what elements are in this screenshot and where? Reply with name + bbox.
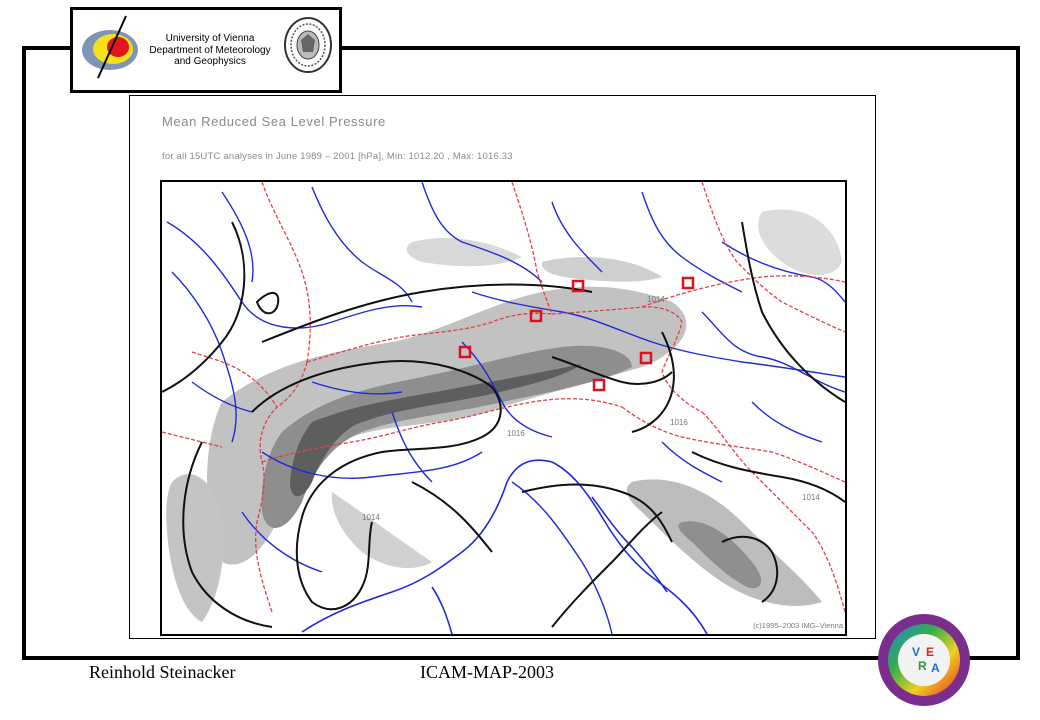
alps-pressure-map <box>160 180 847 636</box>
institution-line-2: Department of Meteorology <box>149 44 271 56</box>
svg-text:A: A <box>931 661 940 675</box>
institution-name <box>142 33 278 68</box>
station-marker <box>594 380 604 390</box>
svg-text:R: R <box>918 659 927 673</box>
university-logo-icon <box>80 14 142 80</box>
footer-author: Reinhold Steinacker <box>89 662 236 682</box>
terrain-relief <box>166 209 842 622</box>
vera-logo-icon <box>876 612 972 708</box>
svg-text:E: E <box>926 645 935 659</box>
map-subtitle: for all 15UTC analyses in June 1989 – 2001 [hPa], Min: 1012.20 , Max: 1016.33 <box>162 151 513 162</box>
institution-line-1: University of Vienna <box>165 33 255 44</box>
footer-event: ICAM-MAP-2003 <box>420 662 555 682</box>
svg-text:V: V <box>912 645 921 659</box>
map-svg <box>162 182 845 634</box>
pressure-map-panel <box>129 95 876 639</box>
station-marker <box>683 278 693 288</box>
map-title: Mean Reduced Sea Level Pressure <box>162 114 386 129</box>
contour-label: 1014 <box>802 493 820 502</box>
contour-label: 1014 <box>647 295 665 304</box>
university-seal-icon <box>283 16 333 74</box>
map-copyright: (c)1995–2003 IMG–Vienna <box>753 621 843 630</box>
contour-label: 1014 <box>362 513 380 522</box>
institution-line-3: and Geophysics <box>174 56 246 67</box>
contour-label: 1016 <box>507 429 525 438</box>
contour-label: 1016 <box>670 418 688 427</box>
